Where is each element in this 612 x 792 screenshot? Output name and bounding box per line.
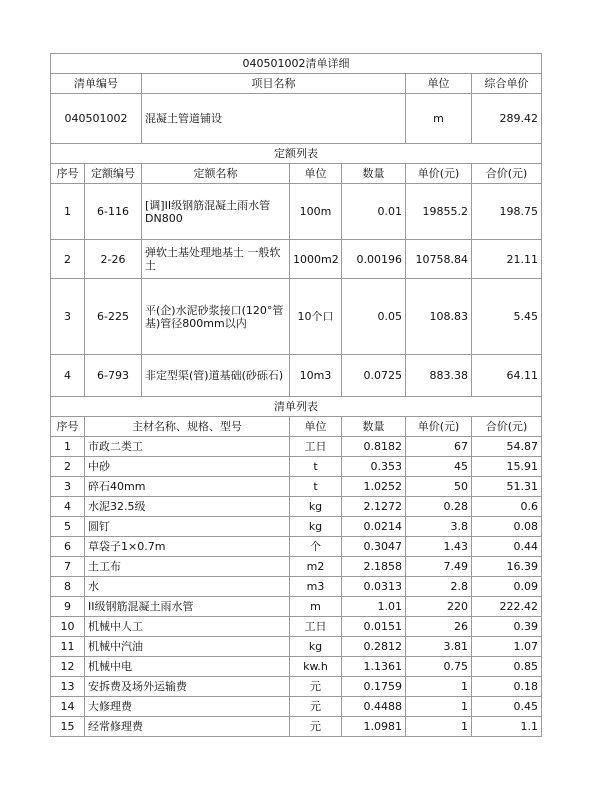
quota-no: 2 (51, 240, 85, 279)
material-row (51, 577, 542, 597)
material-name: 机械中人工 (85, 617, 290, 637)
material-row (51, 597, 542, 617)
quota-total: 21.11 (472, 240, 542, 279)
material-name: 机械中电 (85, 657, 290, 677)
quota-code: 6-225 (85, 279, 142, 355)
material-total: 16.39 (472, 557, 542, 577)
material-qty: 2.1272 (342, 497, 406, 517)
material-row (51, 617, 542, 637)
material-name: 大修理费 (85, 697, 290, 717)
material-name: 草袋子1×0.7m (85, 537, 290, 557)
quota-row (51, 279, 542, 355)
item-name: 混凝土管道铺设 (142, 94, 406, 144)
material-qty: 1.0981 (342, 717, 406, 737)
material-price: 1.43 (406, 537, 472, 557)
item-code: 040501002 (51, 94, 142, 144)
material-unit: m2 (290, 557, 342, 577)
material-name: 碎石40mm (85, 477, 290, 497)
quota-price: 19855.2 (406, 184, 472, 240)
bill-detail-table (50, 53, 542, 737)
material-price: 2.8 (406, 577, 472, 597)
material-unit: 元 (290, 697, 342, 717)
material-unit: 元 (290, 717, 342, 737)
material-row (51, 477, 542, 497)
material-name: 经常修理费 (85, 717, 290, 737)
quota-unit: 10m3 (290, 355, 342, 397)
material-unit: t (290, 477, 342, 497)
material-unit: t (290, 457, 342, 477)
material-price: 45 (406, 457, 472, 477)
material-price: 220 (406, 597, 472, 617)
quota-col-unit: 单位 (290, 164, 342, 184)
material-qty: 0.1759 (342, 677, 406, 697)
quota-qty: 0.00196 (342, 240, 406, 279)
item-row (51, 94, 542, 144)
code-header: 清单编号 (51, 74, 142, 94)
material-price: 50 (406, 477, 472, 497)
material-total: 0.18 (472, 677, 542, 697)
quota-section-title: 定额列表 (51, 144, 542, 164)
quota-code: 2-26 (85, 240, 142, 279)
material-row (51, 557, 542, 577)
material-row (51, 657, 542, 677)
quota-col-code: 定额编号 (85, 164, 142, 184)
material-name: II级钢筋混凝土雨水管 (85, 597, 290, 617)
title-row (51, 54, 542, 74)
materials-section-title: 清单列表 (51, 397, 542, 417)
material-total: 0.85 (472, 657, 542, 677)
quota-code: 6-793 (85, 355, 142, 397)
material-price: 26 (406, 617, 472, 637)
material-no: 14 (51, 697, 85, 717)
material-name: 中砂 (85, 457, 290, 477)
material-price: 1 (406, 717, 472, 737)
material-no: 7 (51, 557, 85, 577)
material-row (51, 497, 542, 517)
quota-unit: 10个口 (290, 279, 342, 355)
material-row (51, 677, 542, 697)
quota-total: 198.75 (472, 184, 542, 240)
quota-col-price: 单价(元) (406, 164, 472, 184)
quota-row (51, 184, 542, 240)
material-total: 0.08 (472, 517, 542, 537)
material-unit: 工日 (290, 617, 342, 637)
material-unit: m (290, 597, 342, 617)
material-qty: 1.01 (342, 597, 406, 617)
material-qty: 1.1361 (342, 657, 406, 677)
material-name: 水泥32.5级 (85, 497, 290, 517)
quota-col-name: 定额名称 (142, 164, 290, 184)
materials-section-row (51, 397, 542, 417)
material-row (51, 697, 542, 717)
material-no: 10 (51, 617, 85, 637)
material-name: 水 (85, 577, 290, 597)
material-name: 安拆费及场外运输费 (85, 677, 290, 697)
material-unit: kg (290, 517, 342, 537)
material-qty: 0.0214 (342, 517, 406, 537)
unit-header: 单位 (406, 74, 472, 94)
quota-unit: 1000m2 (290, 240, 342, 279)
price-header: 综合单价 (472, 74, 542, 94)
quota-row (51, 240, 542, 279)
quota-price: 108.83 (406, 279, 472, 355)
material-qty: 1.0252 (342, 477, 406, 497)
quota-price: 883.38 (406, 355, 472, 397)
quota-no: 4 (51, 355, 85, 397)
material-row (51, 637, 542, 657)
material-no: 11 (51, 637, 85, 657)
material-price: 3.8 (406, 517, 472, 537)
material-name: 土工布 (85, 557, 290, 577)
material-no: 5 (51, 517, 85, 537)
material-unit: kg (290, 497, 342, 517)
material-name: 圆钉 (85, 517, 290, 537)
quota-name: 平(企)水泥砂浆接口(120°管基)管径800mm以内 (142, 279, 290, 355)
material-unit: 元 (290, 677, 342, 697)
material-row (51, 717, 542, 737)
quota-qty: 0.0725 (342, 355, 406, 397)
quota-col-no: 序号 (51, 164, 85, 184)
material-unit: 工日 (290, 437, 342, 457)
material-total: 54.87 (472, 437, 542, 457)
quota-qty: 0.01 (342, 184, 406, 240)
quota-qty: 0.05 (342, 279, 406, 355)
material-qty: 0.0151 (342, 617, 406, 637)
material-price: 1 (406, 697, 472, 717)
material-row (51, 517, 542, 537)
material-total: 0.09 (472, 577, 542, 597)
material-qty: 0.353 (342, 457, 406, 477)
quota-unit: 100m (290, 184, 342, 240)
material-qty: 2.1858 (342, 557, 406, 577)
materials-col-no: 序号 (51, 417, 85, 437)
material-no: 13 (51, 677, 85, 697)
material-no: 9 (51, 597, 85, 617)
material-qty: 0.2812 (342, 637, 406, 657)
material-total: 0.39 (472, 617, 542, 637)
material-qty: 0.0313 (342, 577, 406, 597)
item-unit: m (406, 94, 472, 144)
material-row (51, 437, 542, 457)
material-price: 0.75 (406, 657, 472, 677)
quota-name: [调]II级钢筋混凝土雨水管DN800 (142, 184, 290, 240)
item-header-row (51, 74, 542, 94)
quota-name: 弹软土基处理地基土 一般软土 (142, 240, 290, 279)
quota-section-row (51, 144, 542, 164)
materials-col-qty: 数量 (342, 417, 406, 437)
material-no: 15 (51, 717, 85, 737)
materials-col-unit: 单位 (290, 417, 342, 437)
material-total: 0.44 (472, 537, 542, 557)
quota-col-total: 合价(元) (472, 164, 542, 184)
material-total: 0.45 (472, 697, 542, 717)
material-total: 1.07 (472, 637, 542, 657)
quota-col-qty: 数量 (342, 164, 406, 184)
material-total: 15.91 (472, 457, 542, 477)
quota-price: 10758.84 (406, 240, 472, 279)
quota-name: 非定型渠(管)道基础(砂砾石) (142, 355, 290, 397)
material-price: 7.49 (406, 557, 472, 577)
quota-row (51, 355, 542, 397)
material-unit: 个 (290, 537, 342, 557)
name-header: 项目名称 (142, 74, 406, 94)
quota-total: 64.11 (472, 355, 542, 397)
material-name: 机械中汽油 (85, 637, 290, 657)
material-row (51, 537, 542, 557)
material-unit: m3 (290, 577, 342, 597)
material-total: 0.6 (472, 497, 542, 517)
material-unit: kw.h (290, 657, 342, 677)
material-qty: 0.8182 (342, 437, 406, 457)
material-no: 12 (51, 657, 85, 677)
material-no: 6 (51, 537, 85, 557)
material-name: 市政二类工 (85, 437, 290, 457)
material-price: 3.81 (406, 637, 472, 657)
quota-no: 3 (51, 279, 85, 355)
quota-code: 6-116 (85, 184, 142, 240)
material-no: 1 (51, 437, 85, 457)
material-row (51, 457, 542, 477)
material-no: 3 (51, 477, 85, 497)
material-price: 1 (406, 677, 472, 697)
materials-col-name: 主材名称、规格、型号 (85, 417, 290, 437)
material-price: 0.28 (406, 497, 472, 517)
material-total: 222.42 (472, 597, 542, 617)
materials-header-row (51, 417, 542, 437)
material-no: 4 (51, 497, 85, 517)
item-price: 289.42 (472, 94, 542, 144)
material-unit: kg (290, 637, 342, 657)
material-price: 67 (406, 437, 472, 457)
materials-col-total: 合价(元) (472, 417, 542, 437)
material-total: 1.1 (472, 717, 542, 737)
quota-no: 1 (51, 184, 85, 240)
materials-col-price: 单价(元) (406, 417, 472, 437)
sheet-title: 040501002清单详细 (51, 54, 542, 74)
materials-list (51, 437, 542, 737)
material-no: 8 (51, 577, 85, 597)
material-qty: 0.3047 (342, 537, 406, 557)
material-total: 51.31 (472, 477, 542, 497)
material-qty: 0.4488 (342, 697, 406, 717)
quota-total: 5.45 (472, 279, 542, 355)
material-no: 2 (51, 457, 85, 477)
quota-header-row (51, 164, 542, 184)
